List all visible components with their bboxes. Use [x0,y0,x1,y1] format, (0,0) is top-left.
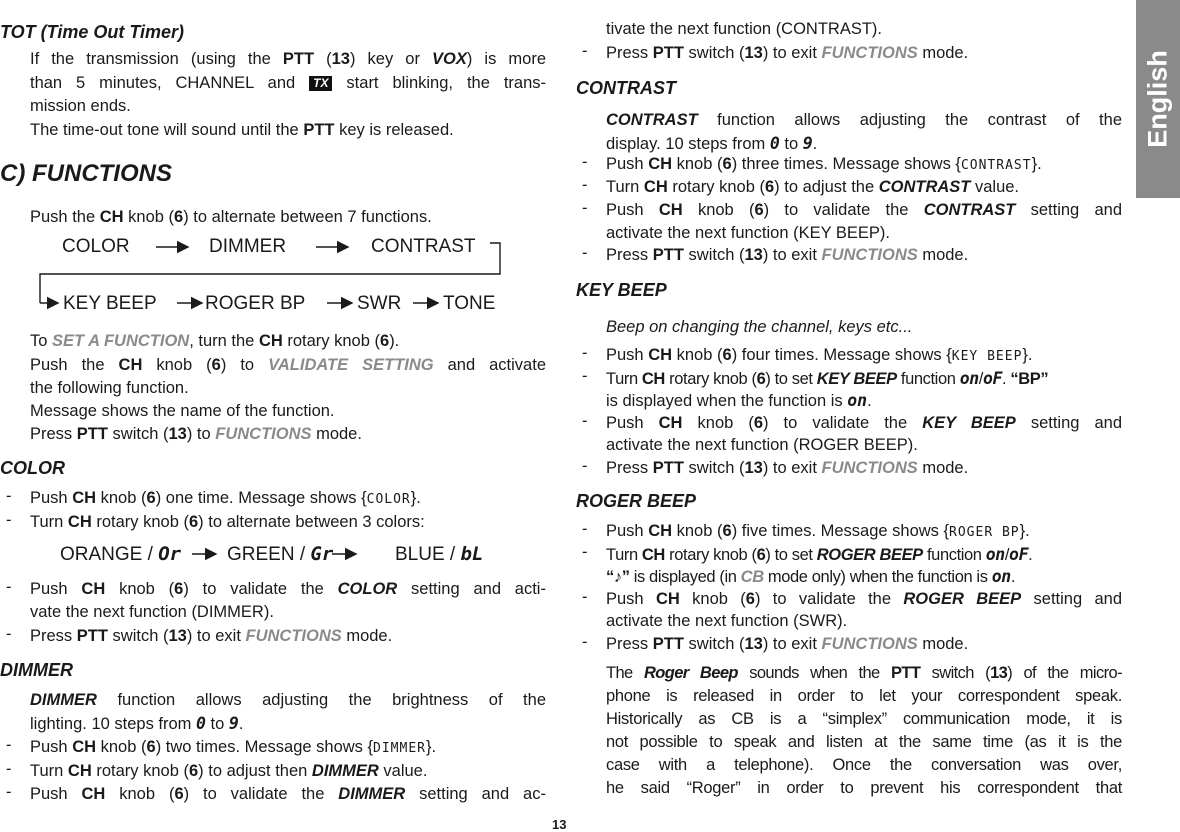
roger-beep-step-4: Press PTT switch (13) to exit FUNCTIONS mode. [606,635,969,653]
tot-line-1: If the transmission (using the PTT (13) key or VOX) is more [30,50,546,68]
flow-roger-bp: ROGER BP [205,293,306,314]
flow-dimmer: DIMMER [209,236,287,257]
key-beep-step-4: Press PTT switch (13) to exit FUNCTIONS mode. [606,459,969,477]
key-beep-step-3: Push CH knob (6) to validate the KEY BEEP setting and [606,414,1122,432]
color-step-4: Press PTT switch (13) to exit FUNCTIONS mode. [30,627,393,645]
tx-indicator-icon: TX [309,76,332,91]
roger-beep-step-3-cont: activate the next function (SWR). [606,612,848,630]
page-number: 13 [552,817,567,832]
flow-swr: SWR [357,293,402,314]
dimmer-step-3: Push CH knob (6) to validate the DIMMER setting and ac- [30,785,546,803]
validate-line: Push the CH knob (6) to VALIDATE SETTING and activate [30,356,546,374]
language-tab-label: English [1142,50,1173,148]
para-line-6: he said “Roger” in order to prevent his correspondent that [606,779,1122,797]
para-line-3: Historically as CB is a “simplex” communication mode, it is [606,710,1122,728]
flow-contrast: CONTRAST [371,236,476,257]
tot-line-4: The time-out tone will sound until the PTT key is released. [30,121,454,139]
contrast-step-2: Turn CH rotary knob (6) to adjust the CONTRAST value. [606,178,1020,196]
tot-line-3: mission ends. [30,97,131,115]
color-step-3: Push CH knob (6) to validate the COLOR setting and acti- [30,580,546,598]
key-beep-step-2: Turn CH rotary knob (6) to set KEY BEEP function on/oF. “BP” [606,369,1049,388]
dimmer-step-2: Turn CH rotary knob (6) to adjust then DIMMER value. [30,762,428,780]
key-beep-step-3-cont: activate the next function (ROGER BEEP). [606,436,918,454]
color-blue: BLUE / bL [395,543,484,565]
color-step-1: Push CH knob (6) one time. Message shows {COLOR}. [30,489,421,507]
roger-beep-step-1: Push CH knob (6) five times. Message shows {ROGER BP}. [606,522,1030,540]
color-arrows [0,543,400,567]
dimmer-step-4: Press PTT switch (13) to exit FUNCTIONS mode. [606,44,969,62]
color-orange: ORANGE / Or [60,543,182,565]
flow-key-beep: KEY BEEP [63,293,157,314]
contrast-desc-2: display. 10 steps from 0 to 9. [606,134,818,153]
dimmer-desc-2: lighting. 10 steps from 0 to 9. [30,714,244,733]
para-line-5: case with a telephone). Once the conversation was over, [606,756,1122,774]
contrast-step-3-cont: activate the next function (KEY BEEP). [606,224,891,242]
color-green: GREEN / Gr [227,543,334,565]
contrast-heading: CONTRAST [576,78,676,98]
following-line: the following function. [30,379,189,397]
para-line-4: not possible to speak and listen at the same time (as it is the [606,733,1122,751]
dimmer-desc-1: DIMMER function allows adjusting the brightness of the [30,691,546,709]
functions-heading: C) FUNCTIONS [0,160,172,187]
tot-heading: TOT (Time Out Timer) [0,22,185,42]
dimmer-step-3-cont: tivate the next function (CONTRAST). [606,20,883,38]
contrast-step-1: Push CH knob (6) three times. Message shows {CONTRAST}. [606,155,1042,173]
contrast-step-4: Press PTT switch (13) to exit FUNCTIONS mode. [606,246,969,264]
color-step-2: Turn CH rotary knob (6) to alternate between 3 colors: [30,513,425,531]
key-beep-step-1: Push CH knob (6) four times. Message shows {KEY BEEP}. [606,346,1033,364]
key-beep-intro: Beep on changing the channel, keys etc... [606,318,913,336]
message-line: Message shows the name of the function. [30,402,335,420]
wrap-line [40,243,500,303]
flow-color: COLOR [62,236,130,257]
dimmer-step-1: Push CH knob (6) two times. Message shows {DIMMER}. [30,738,437,756]
para-line-1: The Roger Beep sounds when the PTT switch (13) of the micro- [606,664,1122,682]
roger-beep-step-2-cont: “♪” is displayed (in CB mode only) when the function is on. [606,567,1016,586]
color-heading: COLOR [0,458,65,478]
key-beep-heading: KEY BEEP [576,280,667,300]
functions-intro: Push the CH knob (6) to alternate between 7 functions. [30,208,432,226]
flow-tone: TONE [443,293,496,314]
contrast-step-3: Push CH knob (6) to validate the CONTRAST setting and [606,201,1123,219]
tot-line-2: than 5 minutes, CHANNEL and TX start blinking, the trans- [30,74,546,92]
roger-beep-step-2: Turn CH rotary knob (6) to set ROGER BEEP function on/oF. [606,545,1033,564]
contrast-desc-1: CONTRAST function allows adjusting the contrast of the [606,111,1122,129]
music-note-icon: “♪” [606,568,630,586]
roger-beep-step-3: Push CH knob (6) to validate the ROGER BEEP setting and [606,590,1122,608]
flow-arrows [0,230,540,330]
set-function-line: To SET A FUNCTION, turn the CH rotary knob (6). [30,332,400,350]
key-beep-step-2-cont: is displayed when the function is on. [606,391,872,410]
color-step-3-cont: vate the next function (DIMMER). [30,603,274,621]
language-tab [1136,0,1180,198]
roger-beep-heading: ROGER BEEP [576,491,697,511]
para-line-2: phone is released in order to let your correspondent speak. [606,687,1122,705]
press-ptt-line: Press PTT switch (13) to FUNCTIONS mode. [30,425,362,443]
dimmer-heading: DIMMER [0,660,73,680]
